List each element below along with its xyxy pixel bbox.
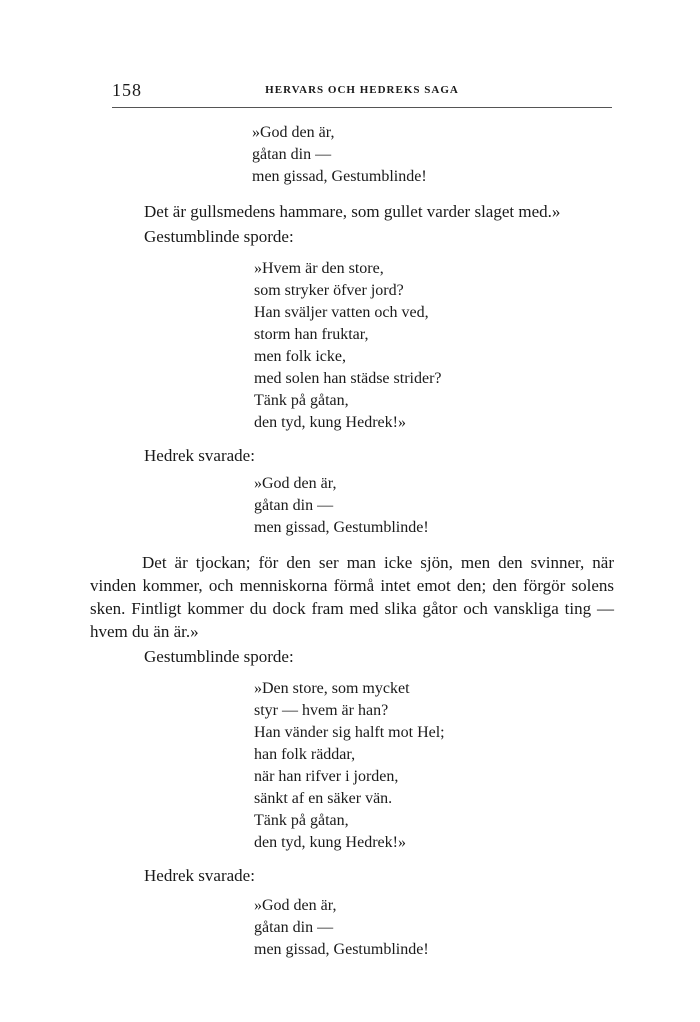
verse-line: »God den är, <box>254 475 337 492</box>
prose-paragraph-1: Det är gullsmedens hammare, som gullet varder slaget med.» <box>144 202 561 221</box>
verse-line: men gissad, Gestumblinde! <box>254 941 429 958</box>
prose-paragraph-2: Det är tjockan; för den ser man icke sjön, men den svinner, när vinden kommer, och menniskorna förmå intet emot den; den förgör solens sken. Fintligt kommer du dock fram med slika gåtor och vanskliga ting — hvem du än är.» <box>90 553 614 641</box>
page-header <box>112 80 612 104</box>
verse-line: »Hvem är den store, <box>254 260 384 277</box>
speaker-attribution-1: Gestumblinde sporde: <box>144 227 294 246</box>
verse-line: gåtan din — <box>254 919 334 936</box>
verse-line: den tyd, kung Hedrek!» <box>254 414 406 431</box>
verse-line: »God den är, <box>254 897 337 914</box>
verse-line: Tänk på gåtan, <box>254 812 349 829</box>
running-title: HERVARS OCH HEDREKS SAGA <box>265 84 459 96</box>
verse-line: storm han fruktar, <box>254 326 369 343</box>
verse-riddle-2 <box>254 678 614 854</box>
speaker-attribution-4: Hedrek svarade: <box>144 866 255 885</box>
verse-answer-2 <box>254 473 614 539</box>
verse-line: som stryker öfver jord? <box>254 282 404 299</box>
verse-line: sänkt af en säker vän. <box>254 790 393 807</box>
verse-line: med solen han städse strider? <box>254 370 442 387</box>
page-body <box>92 118 614 961</box>
verse-line: Han sväljer vatten och ved, <box>254 304 429 321</box>
verse-line: men gissad, Gestumblinde! <box>254 519 429 536</box>
header-rule <box>112 107 612 108</box>
verse-line: den tyd, kung Hedrek!» <box>254 834 406 851</box>
verse-line: gåtan din — <box>254 497 334 514</box>
verse-line: men folk icke, <box>254 348 346 365</box>
verse-riddle-1 <box>254 258 614 434</box>
verse-line: »God den är, <box>252 124 335 141</box>
verse-line: men gissad, Gestumblinde! <box>252 168 427 185</box>
verse-line: när han rifver i jorden, <box>254 768 399 785</box>
speaker-attribution-3: Gestumblinde sporde: <box>144 647 294 666</box>
verse-line: styr — hvem är han? <box>254 702 389 719</box>
verse-line: »Den store, som mycket <box>254 680 410 697</box>
verse-line: gåtan din — <box>252 146 332 163</box>
page-number: 158 <box>112 80 142 100</box>
verse-answer-3 <box>254 895 614 961</box>
verse-line: Tänk på gåtan, <box>254 392 349 409</box>
verse-line: Han vänder sig halft mot Hel; <box>254 724 445 741</box>
verse-line: han folk räddar, <box>254 746 356 763</box>
verse-answer-1 <box>252 122 614 188</box>
speaker-attribution-2: Hedrek svarade: <box>144 446 255 465</box>
